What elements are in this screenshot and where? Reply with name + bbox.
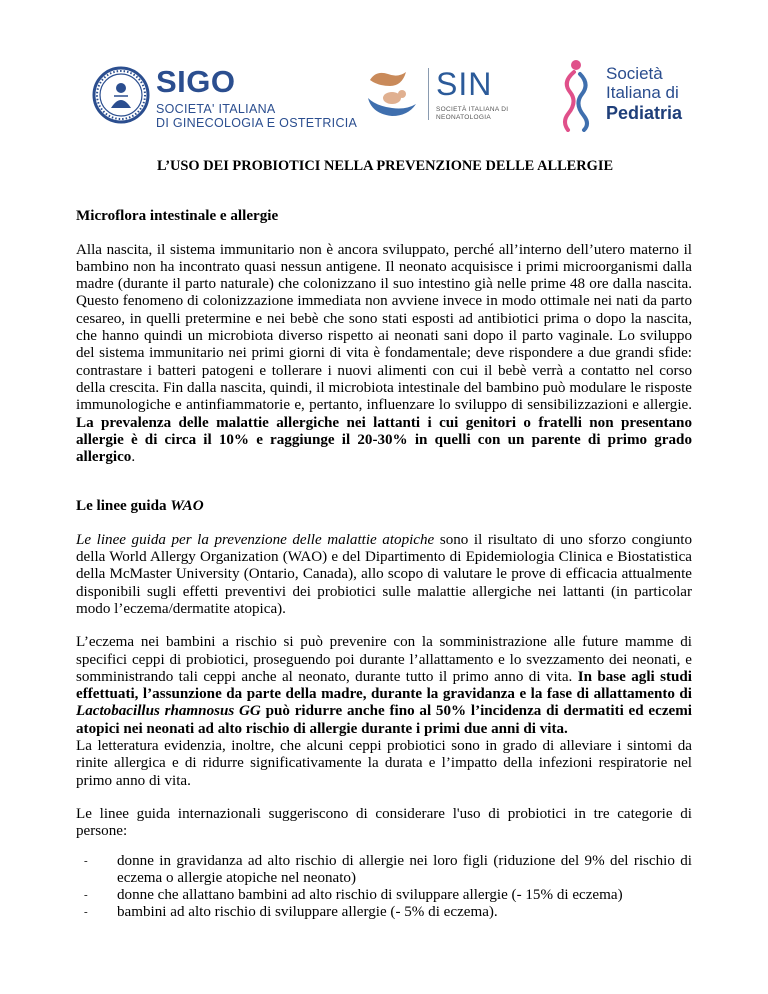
heading-wao-acronym: WAO — [170, 498, 204, 515]
list-item — [76, 904, 692, 921]
text-run: L’eczema nei bambini a rischio si può prevenire con la somministrazione alle future mamme di specifici ceppi di probiotici, proseguendo poi durante l’allattamento e lo svezzamento dei neonati, e somministrando tali ceppi anche al neonato, durante tutto il primo anno di vita. — [76, 634, 692, 685]
strain-name: Lactobacillus rhamnosus GG — [76, 703, 261, 720]
sin-subtitle-2: NEONATOLOGIA — [436, 114, 492, 121]
sip-title-1: Società — [606, 64, 663, 83]
sin-subtitle-1: SOCIETÀ ITALIANA DI — [436, 106, 509, 113]
sigo-subtitle-2: DI GINECOLOGIA E OSTETRICIA — [156, 116, 358, 130]
logo-header — [0, 0, 768, 140]
paragraph-literature: La letteratura evidenzia, inoltre, che alcuni ceppi probiotici sono in grado di alleviare i sintomi da rinite allergica e di ridurre significativamente la durata e l’impatto della infezioni respiratorie nel primo anno di vita. — [76, 738, 692, 789]
sin-name: SIN — [436, 66, 493, 102]
list-item-text: bambini ad alto rischio di sviluppare allergie (- 5% di eczema). — [117, 904, 498, 921]
sip-title-3: Pediatria — [606, 103, 683, 123]
sin-hands-icon — [362, 64, 422, 124]
list-dash: - — [84, 854, 88, 867]
list-item — [76, 853, 692, 888]
sigo-seal-icon — [92, 66, 150, 124]
heading-text: Le linee guida — [76, 498, 171, 515]
highlight-prevalence: La prevalenza delle malattie allergiche nei lattanti i cui genitori o fratelli non presentano allergie è di circa il 10% e raggiunge il 20-30% in quelli con un parente di primo grado allergico — [76, 414, 692, 466]
text-run: Alla nascita, il sistema immunitario non è ancora sviluppato, perché all’interno dell’utero materno il bambino non ha incontrato quasi nessun antigene. Il neonato acquisisce i primi microorganismi dalla madre (durante il parto naturale) che colonizzano il suo intestino già nelle prime 48 ore dalla nascita. Questo fenomeno di colonizzazione immediata non avviene invece in modo ottimale nei nati da parto cesareo, in quelli pretermine e nei bebè che sono stati esposti ad antibiotici prima o dopo la nascita, che hanno quindi un microbiota diverso rispetto ai neonati sani dopo il parto vaginale. Lo sviluppo del sistema immunitario nei primi giorni di vita è fondamentale; deve rispondere a due grandi sfide: contrastare i batteri patogeni e tollerare i nuovi alimenti con cui il bebè verrà a contatto nel corso della crescita. Fin dalla nascita, quindi, il microbiota intestinale del bambino può modulare le risposte immunologiche e antinfiammatorie e, pertanto, influenzare lo sviluppo di sensibilizzazioni e allergie. — [76, 241, 692, 414]
list-dash: - — [84, 906, 88, 919]
text-run: sono il risultato di uno sforzo congiunto della World Allergy Organization (WAO) e del Dipartimento di Epidemiologia Clinica e Biostatistica della McMaster University (Ontario, Canada), allo scopo di valutare le prove di efficacia attualmente disponibili sugli effetti preventivi dei probiotici sulle malattie allergiche nei lattanti (in particolar modo l’eczema/dermatite atopica). — [76, 531, 692, 617]
document-body — [76, 158, 692, 922]
sin-divider — [428, 68, 429, 120]
section-heading-wao — [76, 498, 692, 515]
section-heading-microflora: Microflora intestinale e allergie — [76, 208, 279, 225]
paragraph-microflora — [76, 242, 692, 467]
highlight-reduction: può ridurre anche fino al 50% l’incidenza di dermatiti ed eczemi atopici nei neonati ad alto rischio di allergie durante i primi due anni di vita. — [76, 703, 692, 737]
list-item-text: donne in gravidanza ad alto rischio di allergie nei loro figli (riduzione del 9% del rischio di eczema o allergie atopiche nel neonato) — [117, 852, 692, 886]
highlight-studies: In base agli studi effettuati, l’assunzione da parte della madre, durante la gravidanza e la fase di allattamento di — [76, 668, 692, 703]
sip-figure-icon — [556, 58, 600, 132]
paragraph-recommendations: Le linee guida internazionali suggeriscono di considerare l'uso di probiotici in tre categorie di persone: — [76, 805, 692, 840]
sigo-name: SIGO — [156, 64, 236, 99]
sip-title-2: Italiana di — [606, 83, 679, 102]
paragraph-guidelines — [76, 532, 692, 618]
recommendation-list — [76, 853, 692, 922]
sin-logo — [362, 64, 512, 128]
sip-logo — [556, 58, 746, 134]
list-item-text: donne che allattano bambini ad alto rischio di sviluppare allergie (- 15% di eczema) — [117, 887, 623, 904]
text-run: . — [131, 449, 136, 466]
list-dash: - — [84, 889, 88, 902]
document-title: L’USO DEI PROBIOTICI NELLA PREVENZIONE DELLE ALLERGIE — [156, 158, 614, 174]
list-item — [76, 887, 692, 904]
sigo-logo — [92, 64, 358, 130]
guidelines-title: Le linee guida per la prevenzione delle malattie atopiche — [76, 531, 435, 548]
paragraph-eczema — [76, 634, 692, 738]
sigo-subtitle-1: SOCIETA' ITALIANA — [156, 102, 276, 116]
